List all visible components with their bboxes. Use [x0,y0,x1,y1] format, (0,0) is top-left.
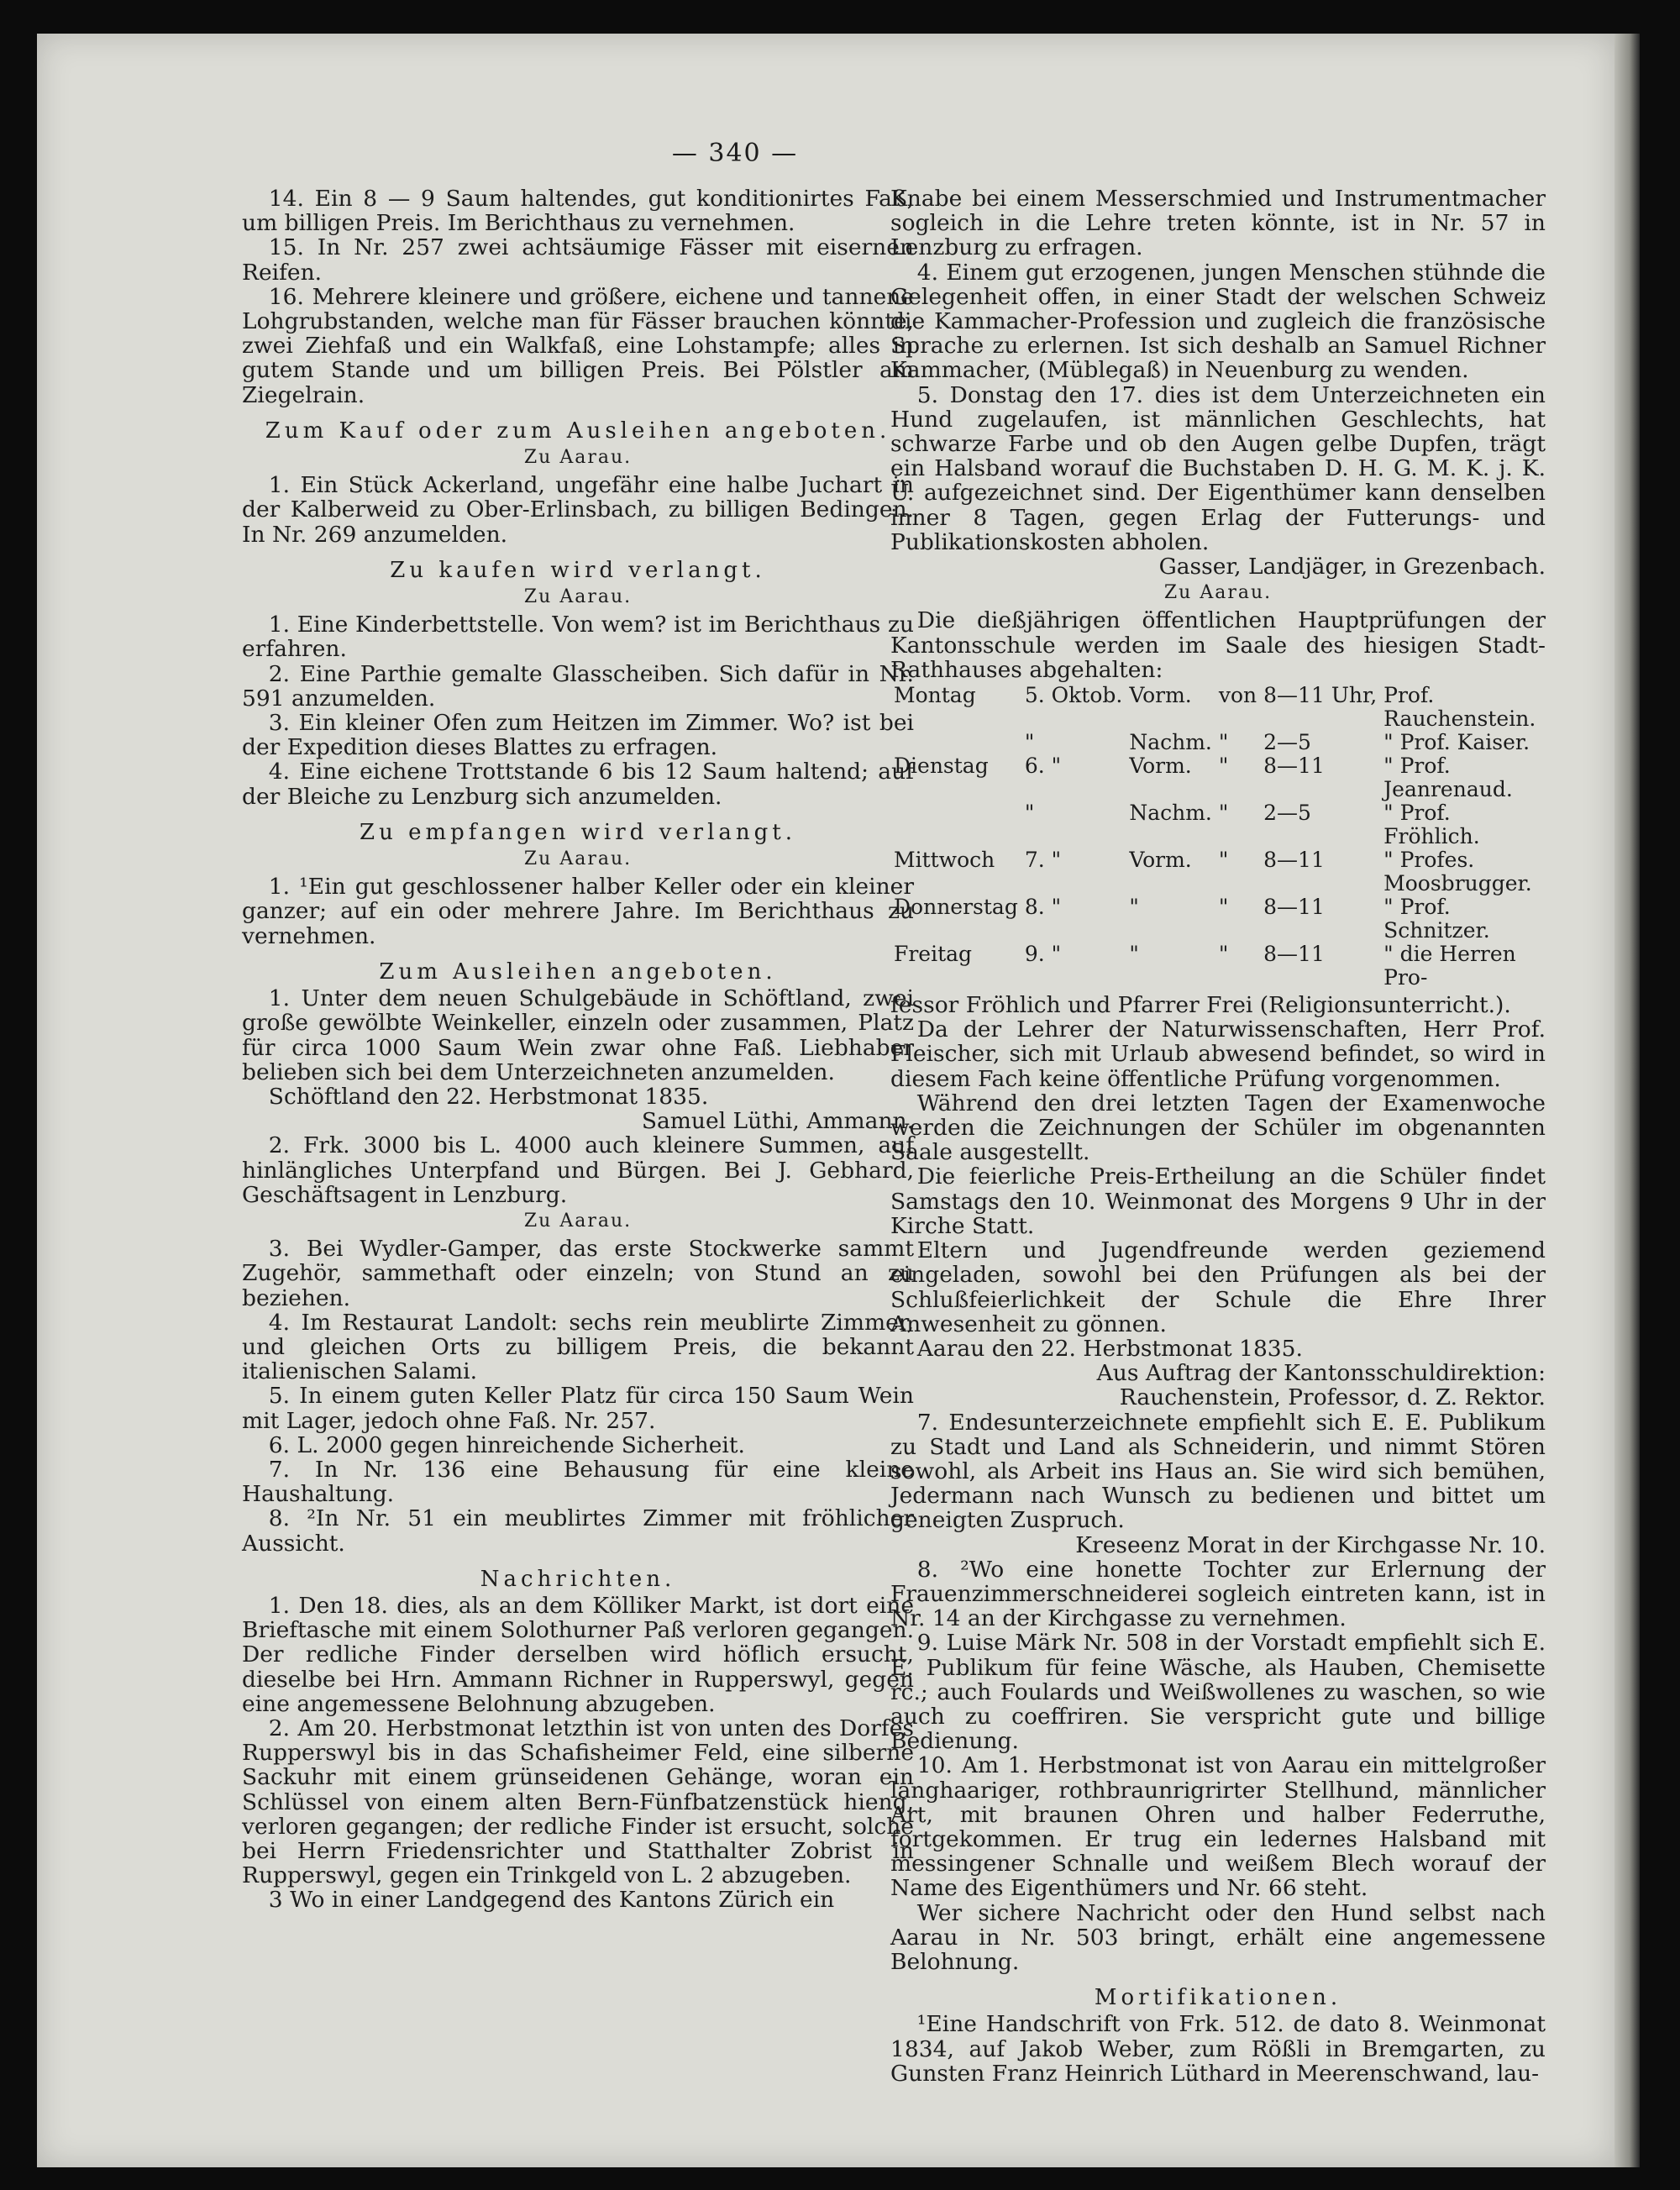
schedule-teacher: " die Herren Pro- [1383,942,1516,990]
schedule-part: Vorm. [1129,754,1192,779]
ad-ausleihen-1: 1. Unter dem neuen Schulgebäude in Schöftland, zwei große gewölbte Weinkeller, einzeln oder zusammen, Platz für circa 1000 Saum Wein zwar ohne Faß. Liebhaber belieben sich bei dem Unterzeichneten anzumelden. [242,985,914,1085]
schedule-pre: von [1218,683,1257,708]
schedule-part: " [1129,895,1139,920]
heading-nachrichten: Nachrichten. [480,1566,676,1592]
ad-ausleihen-3: 3. Bei Wydler-Gamper, das erste Stockwerke sammt Zugehör, sammethaft oder einzeln; von Stund an zu beziehen. [242,1236,914,1311]
ad-kauf-leihen-1: 1. Ein Stück Ackerland, ungefähr eine halbe Juchart in der Kalberweid zu Ober-Erlinsbach, zu billigen Bedingen. In Nr. 269 anzumelden. [242,472,914,548]
schedule-day: Mittwoch [894,848,995,873]
news-8: 8. ²Wo eine honette Tochter zur Erlernung der Frauenzimmerschneiderei sogleich eintreten kann, ist in Nr. 14 an der Kirchgasse zu vernehmen. [890,1556,1546,1632]
exam-signature-line-2: Rauchenstein, Professor, d. Z. Rektor. [1119,1384,1546,1411]
subheading-aarau: Zu Aarau. [1163,582,1273,604]
schedule-teacher: Prof. Rauchenstein. [1383,683,1536,732]
exam-note-drawings: Während den drei letzten Tagen der Examenwoche werden die Zeichnungen der Schüler im obgenannten Saale ausgestellt. [890,1090,1546,1166]
schedule-row [890,731,1546,754]
page-edge [1614,34,1640,2167]
schedule-time: 8—11 [1263,754,1325,779]
schedule-part: Vorm. [1129,683,1192,708]
news-7: 7. Endesunterzeichnete empfiehlt sich E. E. Publikum zu Stadt und Land als Schneiderin, und nimmt Stören sowohl, als Arbeit ins Haus an. Sie wird sich bemühen, Jedermann nach Wunsch zu bedienen und bittet um geneigten Zuspruch. [890,1409,1546,1534]
mortification-1: ¹Eine Handschrift von Frk. 512. de dato 8. Weinmonat 1834, auf Jakob Weber, zum Rößli in Bremgarten, zu Gunsten Franz Heinrich Lüthard in Meerenschwand, lau- [890,2011,1546,2087]
subheading-aarau: Zu Aarau. [523,848,633,870]
left-column [242,186,914,1913]
page-number: — 340 — [671,139,799,168]
ad-14: 14. Ein 8 — 9 Saum haltendes, gut konditionirtes Faß, um billigen Preis. Im Berichthaus zu vernehmen. [242,186,914,237]
subheading-aarau: Zu Aarau. [523,1210,633,1232]
news-4: 4. Einem gut erzogenen, jungen Menschen stühnde die Gelegenheit offen, in einer Stadt der welschen Schweiz die Kammacher-Profession und zugleich die französische Sprache zu erlernen. Ist sich deshalb an Samuel Richner Kammacher, (Müblegaß) in Neuenburg zu wenden. [890,259,1546,384]
schedule-part: " [1129,942,1139,967]
schedule-pre: " [1218,895,1229,920]
ad-16: 16. Mehrere kleinere und größere, eichene und tannene Lohgrubstanden, welche man für Fässer brauchen könnte, zwei Ziehfaß und ein Walkfaß, eine Lohstampfe; alles in gutem Stande und um billigen Preis. Bei Pölstler am Ziegelrain. [242,283,914,408]
schedule-pre: " [1218,801,1229,826]
news-7-signature: Kreseenz Morat in der Kirchgasse Nr. 10. [1075,1531,1546,1558]
schedule-teacher: " Prof. Fröhlich. [1383,801,1480,849]
subheading-aarau: Zu Aarau. [523,586,633,608]
schedule-pre: " [1218,754,1229,779]
schedule-time: 8—11 Uhr, [1263,683,1378,708]
schedule-pre: " [1218,848,1229,873]
schedule-date: 6. " [1024,754,1062,779]
schedule-teacher: " Prof. Kaiser. [1383,730,1530,755]
schedule-teacher: " Prof. Schnitzer. [1383,895,1490,943]
news-9: 9. Luise Märk Nr. 508 in der Vorstadt empfiehlt sich E. E. Publikum für feine Wäsche, als Hauben, Chemisette rc.; auch Foulards und Weißwollenes zu waschen, so wie auch zu coeffriren. Sie verspricht gute und billige Bedienung. [890,1630,1546,1755]
ad-ausleihen-1-signature: Samuel Lüthi, Ammann. [641,1108,914,1135]
exam-schedule [890,684,1546,990]
schedule-time: 2—5 [1263,801,1311,826]
schedule-day [890,731,1021,754]
ad-15: 15. In Nr. 257 zwei achtsäumige Fässer mit eisernen Reifen. [242,234,914,286]
news-3-start: 3 Wo in einer Landgegend des Kantons Zürich ein [268,1887,835,1914]
schedule-time: 8—11 [1263,895,1325,920]
schedule-row [890,754,1546,801]
schedule-date: 5. Oktob. [1024,683,1123,708]
ad-zu-kaufen-1: 1. Eine Kinderbettstelle. Von wem? ist im Berichthaus zu erfahren. [242,612,914,663]
ad-ausleihen-5: 5. In einem guten Keller Platz für circa 150 Saum Wein mit Lager, jedoch ohne Faß. Nr. 257. [242,1383,914,1434]
exam-intro: Die dießjährigen öffentlichen Hauptprüfungen der Kantonsschule werden im Saale des hiesigen Stadt-Rathhauses abgehalten: [890,607,1546,683]
schedule-row [890,801,1546,848]
exam-note-fleischer: Da der Lehrer der Naturwissenschaften, Herr Prof. Fleischer, sich mit Urlaub abwesend befindet, so wird in diesem Fach keine öffentliche Prüfung vorgenommen. [890,1016,1546,1092]
heading-zum-ausleihen: Zum Ausleihen angeboten. [379,958,777,985]
ad-ausleihen-6: 6. L. 2000 gegen hinreichende Sicherheit. [268,1431,745,1458]
ad-ausleihen-2: 2. Frk. 3000 bis L. 4000 auch kleinere Summen, auf hinlängliches Unterpfand und Bürgen. Bei J. Gebhard, Geschäftsagent in Lenzburg. [242,1132,914,1208]
ad-zu-kaufen-3: 3. Ein kleiner Ofen zum Heitzen im Zimmer. Wo? ist bei der Expedition dieses Blattes zu erfragen. [242,710,914,761]
news-5-signature: Gasser, Landjäger, in Grezenbach. [1158,554,1546,580]
schedule-day: Dienstag [894,754,989,779]
schedule-pre: " [1218,942,1229,967]
schedule-date: " [1024,730,1035,755]
schedule-part: Nachm. [1129,801,1212,826]
ad-ausleihen-7: 7. In Nr. 136 eine Behausung für eine kleine Haushaltung. [242,1456,914,1508]
schedule-date: 8. " [1024,895,1062,920]
ad-zu-kaufen-2: 2. Eine Parthie gemalte Glasscheiben. Sich dafür in Nr. 591 anzumelden. [242,660,914,712]
exam-note-invitation: Eltern und Jugendfreunde werden geziemend eingeladen, sowohl bei den Prüfungen als bei der Schlußfeierlichkeit der Schule die Ehre Ihrer Anwesenheit zu gönnen. [890,1237,1546,1337]
ad-ausleihen-4: 4. Im Restaurat Landolt: sechs rein meublirte Zimmer, und gleichen Orts zu billigem Preis, die bekannt italienischen Salami. [242,1309,914,1385]
schedule-teacher: " Prof. Jeanrenaud. [1383,754,1513,802]
heading-zu-empfangen: Zu empfangen wird verlangt. [360,819,796,845]
schedule-part: Nachm. [1129,730,1212,755]
schedule-row [890,684,1546,731]
schedule-time: 8—11 [1263,848,1325,873]
schedule-date: 7. " [1024,848,1062,873]
ad-zu-kaufen-4: 4. Eine eichene Trottstande 6 bis 12 Saum haltend; auf der Bleiche zu Lenzburg sich anzumelden. [242,759,914,810]
news-2: 2. Am 20. Herbstmonat letzthin ist von unten des Dorfes Rupperswyl bis in das Schafisheimer Feld, eine silberne Sackuhr mit einem grünseidenen Gehänge, woran ein Schlüssel von einem alten Bern-Fünfbatzenstück hieng, verloren gegangen; der redliche Finder ist ersucht, solche bei Herrn Friedensrichter und Statthalter Zobrist in Rupperswyl, gegen ein Trinkgeld von L. 2 abzugeben. [242,1715,914,1889]
heading-mortifikationen: Mortifikationen. [1094,1985,1342,2011]
schedule-date: " [1024,801,1035,826]
exam-schedule-continued: fessor Fröhlich und Pfarrer Frei (Religionsunterricht.). [890,992,1511,1019]
ad-ausleihen-1-date: Schöftland den 22. Herbstmonat 1835. [268,1083,709,1110]
right-column [890,186,1546,2086]
schedule-time: 8—11 [1263,942,1325,967]
schedule-row [890,895,1546,943]
schedule-teacher: " Profes. Moosbrugger. [1383,848,1532,896]
ad-ausleihen-8: 8. ²In Nr. 51 ein meublirtes Zimmer mit fröhlicher Aussicht. [242,1505,914,1557]
schedule-time: 2—5 [1263,730,1311,755]
subheading-aarau: Zu Aarau. [523,447,633,469]
schedule-row [890,848,1546,895]
schedule-date: 9. " [1024,942,1062,967]
schedule-day: Donnerstag [894,895,1018,920]
news-5: 5. Donstag den 17. dies ist dem Unterzeichneten ein Hund zugelaufen, ist männlichen Geschlechts, hat schwarze Farbe und ob den Augen gelbe Dupfen, trägt ein Halsband worauf die Buchstaben D. H. G. M. K. j. K. Ü. aufgezeichnet sind. Der Eigenthümer kann denselben inner 8 Tagen, gegen Erlag der Futterungs- und Publikationskosten abholen. [890,381,1546,555]
news-1: 1. Den 18. dies, als an dem Kölliker Markt, ist dort eine Brieftasche mit einem Solothurner Paß verloren gegangen. Der redliche Finder derselben wird höflich ersucht, dieselbe bei Hrn. Ammann Richner in Rupperswyl, gegen eine angemessene Belohnung abzugeben. [242,1592,914,1717]
heading-kauf-oder-ausleihen: Zum Kauf oder zum Ausleihen angeboten. [265,418,891,444]
news-10-reward: Wer sichere Nachricht oder den Hund selbst nach Aarau in Nr. 503 bringt, erhält eine angemessene Belohnung. [890,1899,1546,1975]
exam-note-prizes: Die feierliche Preis-Ertheilung an die Schüler findet Samstags den 10. Weinmonat des Morgens 9 Uhr in der Kirche Statt. [890,1163,1546,1239]
schedule-day: Freitag [894,942,973,967]
schedule-day [890,801,1021,848]
schedule-pre: " [1218,730,1229,755]
ad-zu-empfangen-1: 1. ¹Ein gut geschlossener halber Keller oder ein kleiner ganzer; auf ein oder mehrere Jahre. Im Berichthaus zu vernehmen. [242,874,914,949]
schedule-row [890,943,1546,990]
news-3-continued: Knabe bei einem Messerschmied und Instrumentmacher sogleich in die Lehre treten könnte, ist in Nr. 57 in Lenzburg zu erfragen. [890,186,1546,261]
exam-signature-line-1: Aus Auftrag der Kantonsschuldirektion: [1096,1360,1546,1387]
exam-date: Aarau den 22. Herbstmonat 1835. [916,1335,1303,1362]
schedule-part: Vorm. [1129,848,1192,873]
schedule-day: Montag [894,683,976,708]
news-10: 10. Am 1. Herbstmonat ist von Aarau ein mittelgroßer langhaariger, rothbraunrigrirter Stellhund, männlicher Art, mit braunen Ohren und halber Federruthe, fortgekommen. Er trug ein ledernes Halsband mit messingener Schnalle und weißem Blech worauf der Name des Eigenthümers und Nr. 66 steht. [890,1752,1546,1902]
heading-zu-kaufen: Zu kaufen wird verlangt. [390,557,766,583]
